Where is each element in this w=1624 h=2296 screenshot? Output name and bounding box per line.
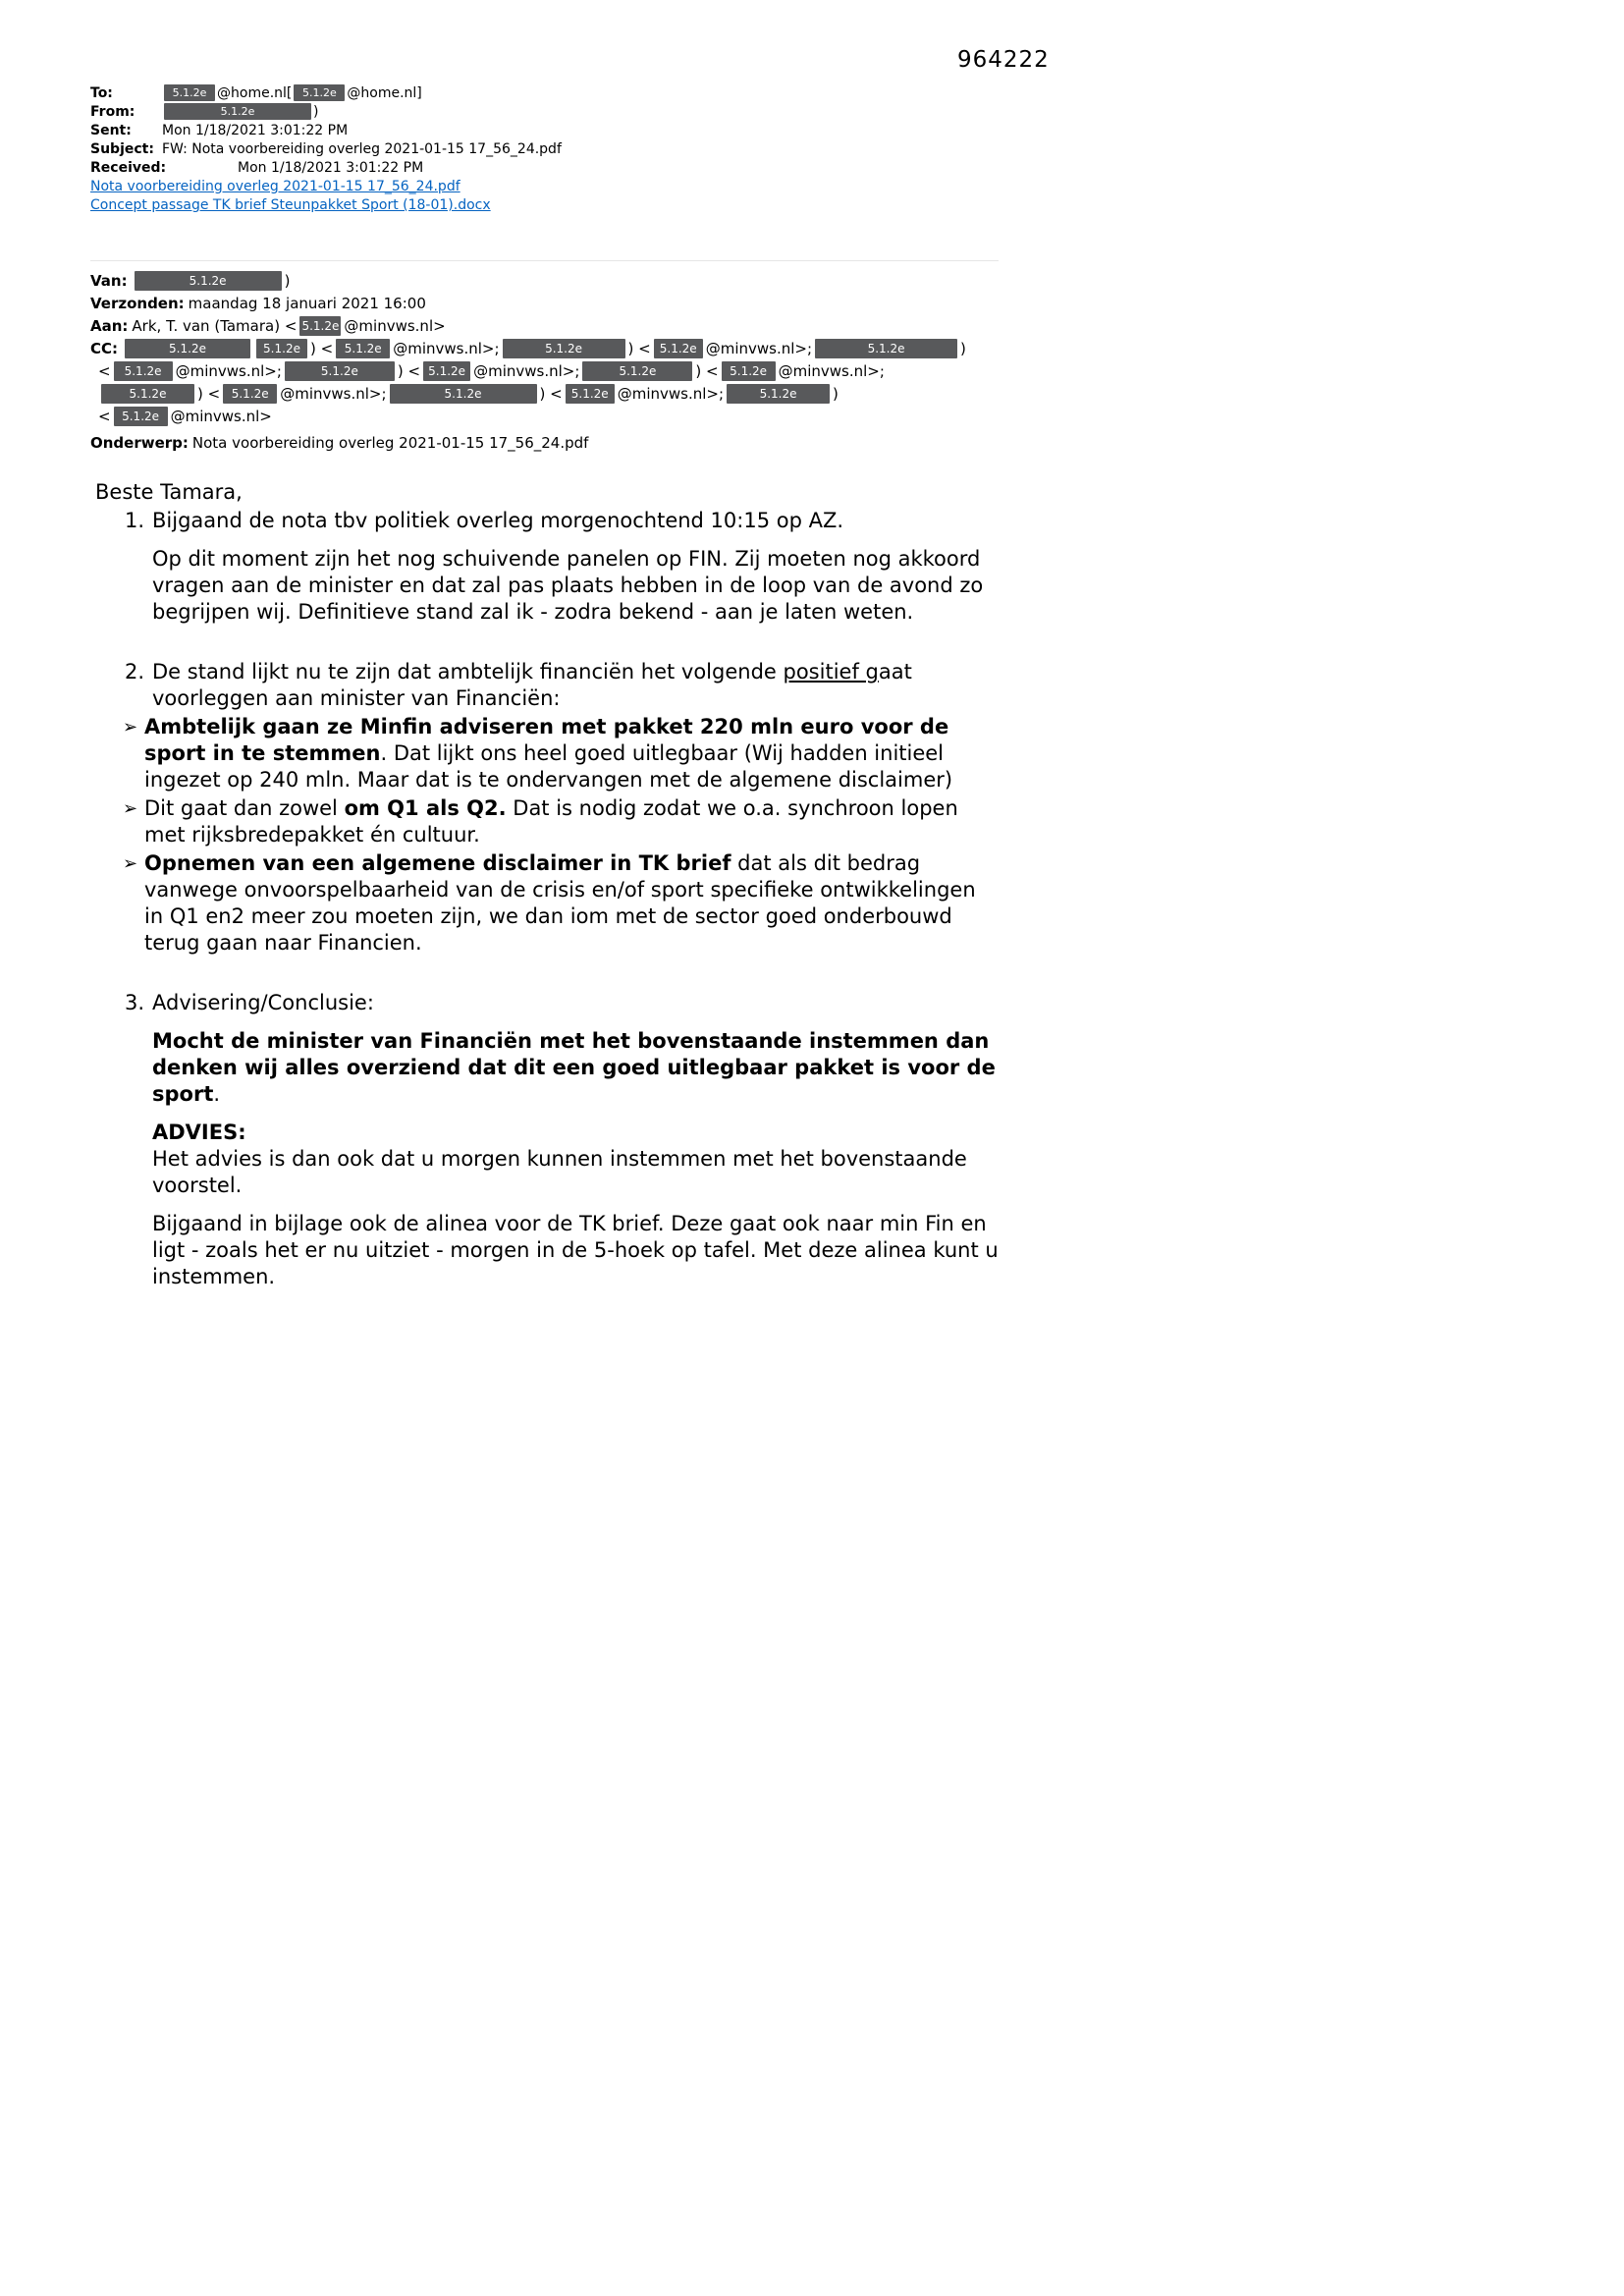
document-number: 964222 — [957, 47, 1050, 73]
redaction-box: 5.1.2e — [125, 339, 250, 358]
text-run: aat voorleggen aan minister van Financiën: — [152, 660, 912, 710]
redaction-box: 5.1.2e — [101, 384, 194, 404]
body-num — [125, 990, 999, 1016]
header-text: < — [98, 362, 111, 380]
redaction-box: 5.1.2e — [114, 361, 173, 381]
header-text: ) < — [197, 385, 221, 403]
body-para — [152, 546, 999, 626]
redaction-box: 5.1.2e — [582, 361, 692, 381]
header-text: ) < — [695, 362, 719, 380]
redaction-box: 5.1.2e — [423, 361, 470, 381]
body-bullet — [123, 714, 999, 793]
list-number: 1. — [125, 509, 145, 532]
header-field-value — [162, 122, 999, 140]
attachment-link[interactable]: Nota voorbereiding overleg 2021-01-15 17_56_24.pdf — [90, 179, 460, 194]
text-run: om Q1 als Q2. — [344, 796, 507, 820]
text-run: Ambtelijk gaan ze Minfin adviseren met pakket 220 mln euro voor de sport in te stemmen — [144, 715, 949, 765]
header-text: ) — [284, 272, 291, 290]
header-text: Nota voorbereiding overleg 2021-01-15 17_56_24.pdf — [191, 434, 589, 452]
header-field-value — [162, 84, 999, 103]
forwarded-header-row — [90, 383, 999, 405]
bullet-text — [144, 850, 999, 957]
text-run: Advisering/Conclusie: — [152, 991, 374, 1014]
header-text: ) < — [627, 340, 651, 357]
text-run: . — [213, 1082, 221, 1106]
bullet-text — [144, 714, 999, 793]
bullet-text — [144, 795, 999, 848]
header-field-label: Subject: — [90, 141, 154, 157]
redaction-box: 5.1.2e — [815, 339, 957, 358]
bullet-arrow-icon: ➢ — [123, 717, 138, 738]
redaction-box: 5.1.2e — [566, 384, 615, 404]
header-text: @minvws.nl>; — [705, 340, 813, 357]
header-text: < — [98, 408, 111, 425]
forwarded-header-row — [90, 360, 999, 382]
header-field-value — [162, 159, 999, 178]
redaction-box: 5.1.2e — [299, 316, 341, 336]
header-text: Mon 1/18/2021 3:01:22 PM — [238, 160, 424, 176]
forwarded-header-row — [90, 270, 999, 292]
header-text: @minvws.nl> — [170, 408, 272, 425]
header-field-label: CC: — [90, 340, 119, 357]
text-run: Het advies is dan ook dat u morgen kunnen instemmen met het bovenstaande voorstel. — [152, 1147, 967, 1197]
redaction-box: 5.1.2e — [727, 384, 830, 404]
header-field-label: Aan: — [90, 317, 129, 335]
body-para — [152, 1120, 999, 1146]
header-text: @minvws.nl>; — [175, 362, 282, 380]
redaction-box: 5.1.2e — [722, 361, 776, 381]
text-run: Op dit moment zijn het nog schuivende panelen op FIN. Zij moeten nog akkoord vragen aan de minister en dat zal pas plaats hebben in de loop van de avond zo begrijpen wij. Definitieve stand zal ik - zodra bekend - aan je laten weten. — [152, 547, 984, 624]
header-row — [90, 122, 999, 140]
redaction-box: 5.1.2e — [654, 339, 703, 358]
email-content — [90, 84, 999, 1290]
body-bullet — [123, 795, 999, 848]
body-num — [125, 659, 999, 712]
redaction-box: 5.1.2e — [503, 339, 625, 358]
email-body — [90, 479, 999, 1290]
list-text — [152, 659, 999, 712]
redaction-box: 5.1.2e — [114, 407, 168, 426]
header-field-label: Van: — [90, 272, 128, 290]
header-text: Mon 1/18/2021 3:01:22 PM — [162, 123, 349, 138]
body-num — [125, 508, 999, 534]
header-field-label: Sent: — [90, 123, 132, 138]
redaction-box: 5.1.2e — [135, 271, 282, 291]
greeting: Beste Tamara, — [95, 480, 243, 504]
text-run: Opnemen van een algemene disclaimer in TK brief — [144, 851, 731, 875]
list-number: 2. — [125, 660, 145, 683]
redaction-box: 5.1.2e — [336, 339, 390, 358]
list-text — [152, 990, 999, 1016]
redaction-box: 5.1.2e — [164, 103, 311, 120]
forwarded-header-row — [90, 315, 999, 337]
text-run: Bijgaand de nota tbv politiek overleg morgenochtend 10:15 op AZ. — [152, 509, 844, 532]
header-field-label: Received: — [90, 160, 167, 176]
header-text: @minvws.nl>; — [617, 385, 725, 403]
forwarded-header-row — [90, 293, 999, 314]
text-run: Dat is nodig zodat we o.a. synchroon lopen met rijksbredepakket én cultuur. — [144, 796, 958, 847]
header-text: ) — [313, 104, 319, 120]
header-text: @home.nl] — [347, 85, 422, 101]
body-para — [152, 1211, 999, 1290]
attachment-row — [90, 178, 999, 196]
list-text — [152, 508, 999, 534]
forwarded-header-row — [90, 406, 999, 427]
forwarded-header-row — [90, 432, 999, 454]
header-row — [90, 140, 999, 159]
header-text: ) < — [539, 385, 563, 403]
header-text: ) — [960, 340, 966, 357]
text-run: Bijgaand in bijlage ook de alinea voor de TK brief. Deze gaat ook naar min Fin en ligt - zoals het er nu uitziet - morgen in de 5-hoek op tafel. Met deze alinea kunt u instemmen. — [152, 1212, 999, 1288]
attachment-list — [90, 178, 999, 215]
header-field-label: From: — [90, 104, 135, 120]
text-run: Dit gaat dan zowel — [144, 796, 345, 820]
header-field-label: To: — [90, 85, 113, 101]
header-row — [90, 159, 999, 178]
header-text: Ark, T. van (Tamara) < — [132, 317, 298, 335]
redaction-box: 5.1.2e — [223, 384, 277, 404]
header-text: maandag 18 januari 2021 16:00 — [188, 295, 426, 312]
header-text: ) < — [310, 340, 334, 357]
header-text: @minvws.nl>; — [280, 385, 387, 403]
body-blocks — [90, 508, 999, 1290]
header-field-value — [162, 103, 999, 122]
redaction-box: 5.1.2e — [285, 361, 395, 381]
header-text: @minvws.nl> — [344, 317, 446, 335]
header-text: ) < — [397, 362, 421, 380]
header-text: @home.nl[ — [217, 85, 293, 101]
body-bullet — [123, 850, 999, 957]
body-para — [152, 1146, 999, 1199]
outlook-header — [90, 84, 999, 178]
header-field-value — [162, 140, 999, 159]
bullet-arrow-icon: ➢ — [123, 798, 138, 819]
header-row — [90, 84, 999, 103]
text-run: positief g — [783, 660, 879, 683]
header-text: FW: Nota voorbereiding overleg 2021-01-15 17_56_24.pdf — [162, 141, 562, 157]
redaction-box: 5.1.2e — [294, 84, 345, 101]
header-row — [90, 103, 999, 122]
text-run: dat als dit bedrag vanwege onvoorspelbaarheid van de crisis en/of sport specifieke ontwikkelingen in Q1 en2 meer zou moeten zijn, we dan iom met de sector goed onderbouwd terug gaan naar Financien. — [144, 851, 976, 955]
text-run: . Dat lijkt ons heel goed uitlegbaar (Wij hadden initieel ingezet op 240 mln. Maar dat is te ondervangen met de algemene disclaimer) — [144, 741, 953, 792]
text-run: De stand lijkt nu te zijn dat ambtelijk financiën het volgende — [152, 660, 784, 683]
forwarded-header — [90, 260, 999, 454]
body-para — [152, 1028, 999, 1108]
header-text: @minvws.nl>; — [473, 362, 580, 380]
header-field-label: Onderwerp: — [90, 434, 189, 452]
header-text: @minvws.nl>; — [778, 362, 885, 380]
attachment-row — [90, 196, 999, 215]
header-field-label: Verzonden: — [90, 295, 185, 312]
redaction-box: 5.1.2e — [256, 339, 307, 358]
redaction-box: 5.1.2e — [164, 84, 215, 101]
forwarded-header-row — [90, 338, 999, 359]
bullet-arrow-icon: ➢ — [123, 853, 138, 874]
header-text: @minvws.nl>; — [393, 340, 500, 357]
list-number: 3. — [125, 991, 145, 1014]
text-run: Mocht de minister van Financiën met het bovenstaande instemmen dan denken wij alles overziend dat dit een goed uitlegbaar pakket is voor de sport — [152, 1029, 996, 1106]
attachment-link[interactable]: Concept passage TK brief Steunpakket Sport (18-01).docx — [90, 197, 491, 213]
redaction-box: 5.1.2e — [390, 384, 537, 404]
text-run: ADVIES: — [152, 1121, 246, 1144]
header-text: ) — [833, 385, 839, 403]
